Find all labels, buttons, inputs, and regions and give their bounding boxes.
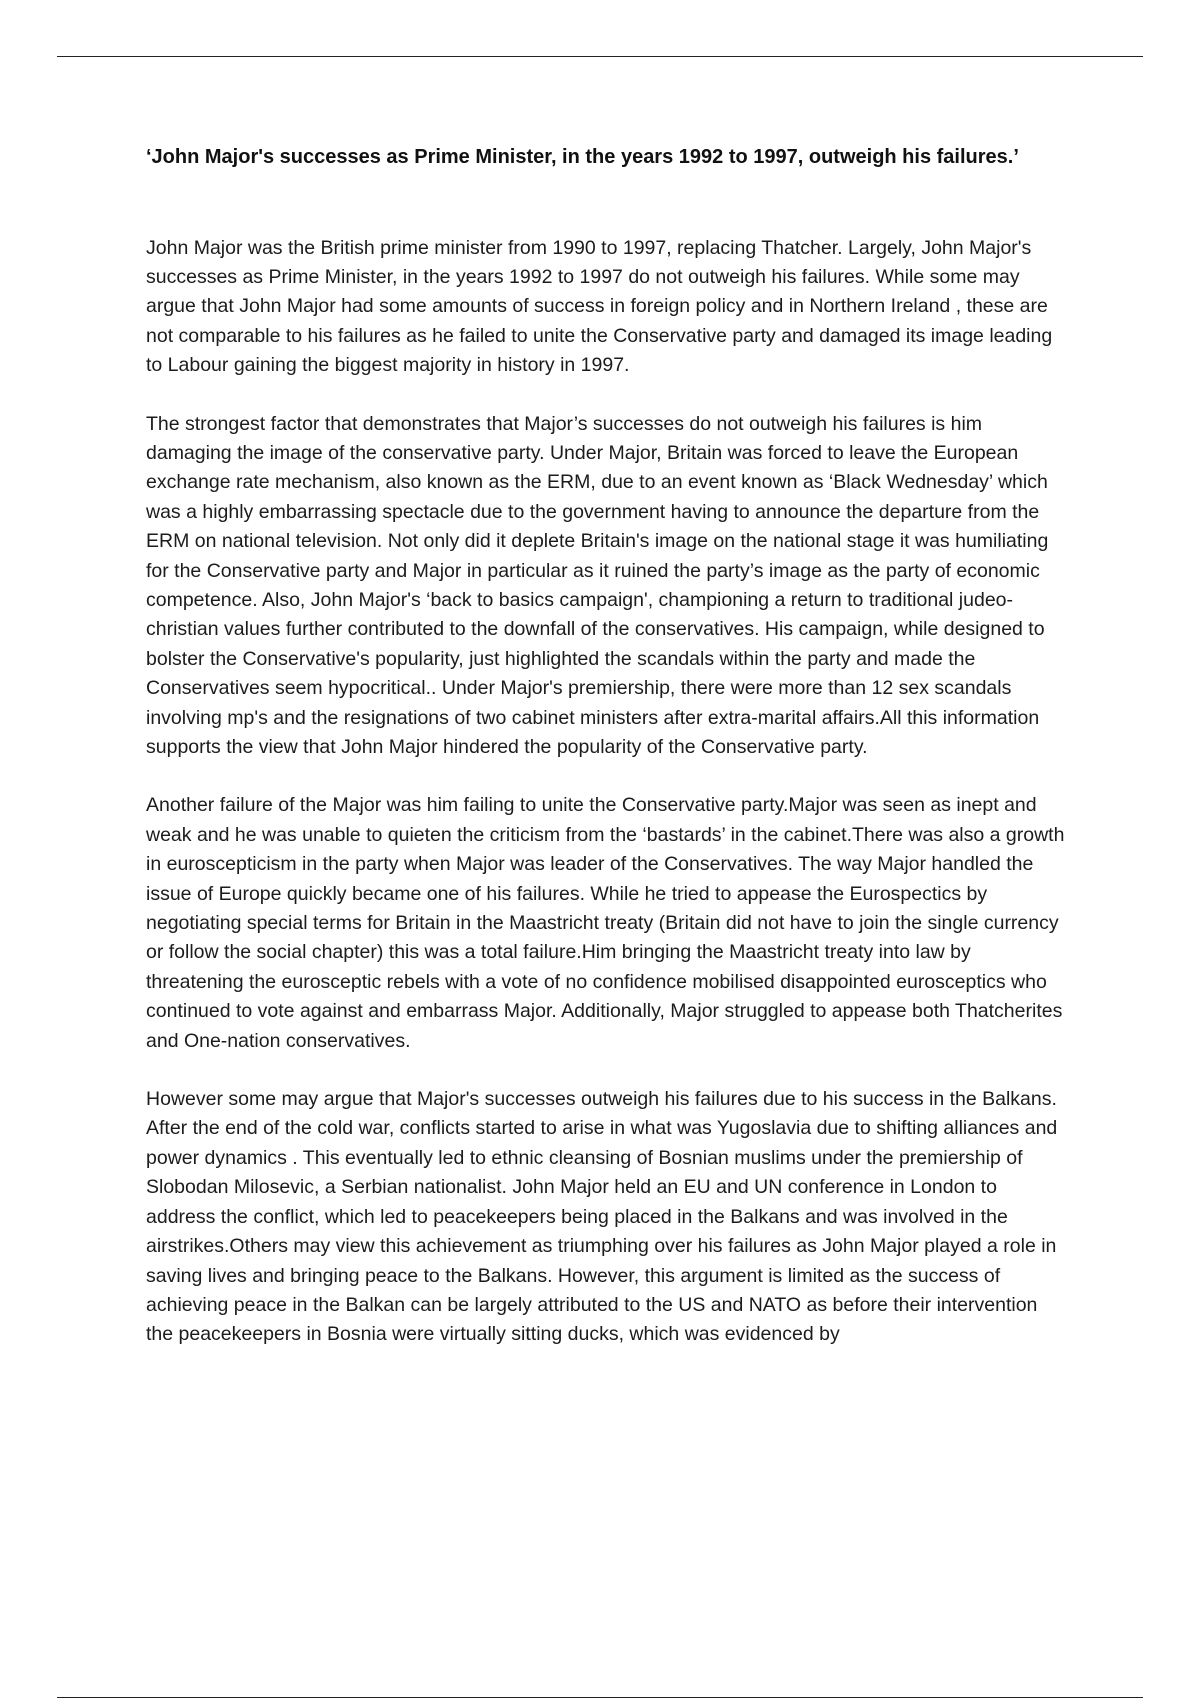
paragraph-balkans: However some may argue that Major's successes outweigh his failures due to his success in the Balkans. After the end of the cold war, conflicts started to arise in what was Yugoslavia due to shifting alliances and power dynamics . This eventually led to ethnic cleansing of Bosnian muslims under the premiership of Slobodan Milosevic, a Serbian nationalist. John Major held an EU and UN conference in London to address the conflict, which led to peacekeepers being placed in the Balkans and was involved in the airstrikes.Others may view this achievement as triumphing over his failures as John Major played a role in saving lives and bringing peace to the Balkans. However, this argument is limited as the success of achieving peace in the Balkan can be largely attributed to the US and NATO as before their intervention the peacekeepers in Bosnia were virtually sitting ducks, which was evidenced by [146,1088,1058,1346]
paragraph-introduction: John Major was the British prime minister from 1990 to 1997, replacing Thatcher. Largely, John Major's successes as Prime Minister, in the years 1992 to 1997 do not outweigh his failures. While some may argue that John Major had some amounts of success in foreign policy and in Northern Ireland , these are not comparable to his failures as he failed to unite the Conservative party and damaged its image leading to Labour gaining the biggest majority in history in 1997. [146,236,1053,377]
essay-title: ‘John Major's successes as Prime Minister, in the years 1992 to 1997, outweigh his failures.’ [146,146,1019,168]
paragraph-party-unity: Another failure of the Major was him failing to unite the Conservative party.Major was seen as inept and weak and he was unable to quieten the criticism from the ‘bastards’ in the cabinet.There was also a growth in euroscepticism in the party when Major was leader of the Conservatives. The way Major handled the issue of Europe quickly became one of his failures. While he tried to appease the Eurospectics by negotiating special terms for Britain in the Maastricht treaty (Britain did not have to join the single currency or follow the social chapter) this was a total failure.Him bringing the Maastricht treaty into law by threatening the eurosceptic rebels with a vote of no confidence mobilised disappointed eurosceptics who continued to vote against and embarrass Major. Additionally, Major struggled to appease both Thatcherites and One-nation conservatives. [146,794,1065,1052]
header-rule [57,56,1143,57]
footer-rule [57,1697,1143,1698]
document-body [146,143,1066,1350]
paragraph-party-image: The strongest factor that demonstrates that Major’s successes do not outweigh his failures is him damaging the image of the conservative party. Under Major, Britain was forced to leave the European exchange rate mechanism, also known as the ERM, due to an event known as ‘Black Wednesday’ which was a highly embarrassing spectacle due to the government having to announce the departure from the ERM on national television. Not only did it deplete Britain's image on the national stage it was humiliating for the Conservative party and Major in particular as it ruined the party’s image as the party of economic competence. Also, John Major's ‘back to basics campaign', championing a return to traditional judeo-christian values further contributed to the downfall of the conservatives. His campaign, while designed to bolster the Conservative's popularity, just highlighted the scandals within the party and made the Conservatives seem hypocritical.. Under Major's premiership, there were more than 12 sex scandals involving mp's and the resignations of two cabinet ministers after extra-marital affairs.All this information supports the view that John Major hindered the popularity of the Conservative party. [146,412,1049,758]
